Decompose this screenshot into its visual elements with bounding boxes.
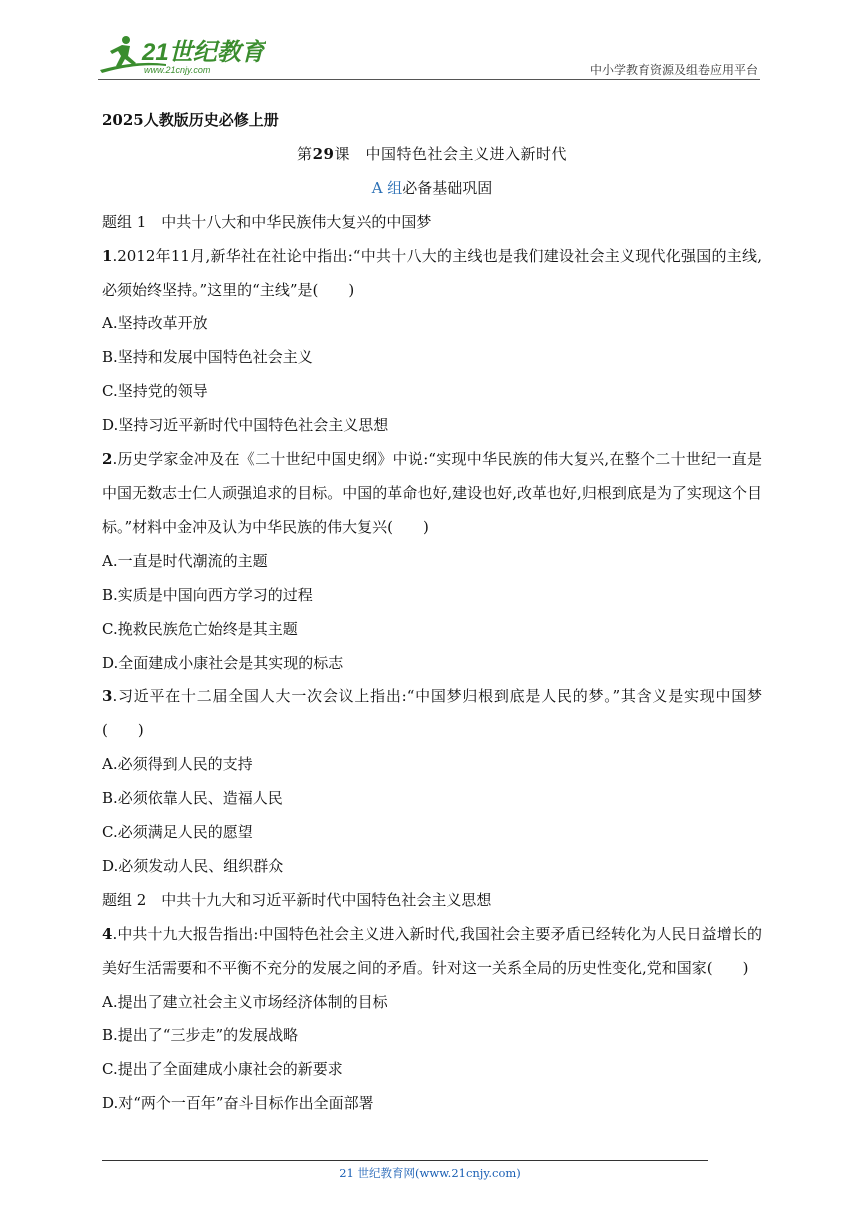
option-b: B.提出了“三步走”的发展战略 bbox=[102, 1026, 299, 1045]
header-divider bbox=[98, 79, 760, 80]
option-c: C.坚持党的领导 bbox=[102, 382, 208, 401]
topic-heading: 题组 1 中共十八大和中华民族伟大复兴的中国梦 bbox=[102, 212, 432, 231]
site-logo bbox=[96, 30, 266, 78]
option-d: D.必须发动人民、组织群众 bbox=[102, 856, 284, 875]
option-b: B.必须依靠人民、造福人民 bbox=[102, 789, 283, 808]
question-text: .2012年11月,新华社在社论中指出:“中共十八大的主线也是我们建设社会主义现代化强国的主线,必须始终坚持。”这里的“主线”是( ) bbox=[102, 246, 762, 299]
option-c: C.必须满足人民的愿望 bbox=[102, 823, 253, 842]
group-letter: A 组 bbox=[371, 178, 403, 197]
group-heading bbox=[102, 172, 762, 206]
lesson-title bbox=[102, 138, 762, 172]
question-number: 3 bbox=[102, 687, 113, 706]
option-d: D.对“两个一百年”奋斗目标作出全面部署 bbox=[102, 1094, 374, 1113]
question-number: 1 bbox=[102, 246, 113, 265]
option-a: A.必须得到人民的支持 bbox=[102, 755, 253, 774]
question-stem bbox=[102, 680, 762, 748]
option-b: B.坚持和发展中国特色社会主义 bbox=[102, 348, 313, 367]
footer-divider bbox=[102, 1160, 708, 1161]
question-number: 2 bbox=[102, 450, 113, 469]
document-body bbox=[102, 104, 762, 1121]
question-stem bbox=[102, 918, 762, 986]
page-header bbox=[96, 30, 760, 82]
option-d: D.坚持习近平新时代中国特色社会主义思想 bbox=[102, 416, 389, 435]
option-d: D.全面建成小康社会是其实现的标志 bbox=[102, 653, 344, 672]
option-a: A.一直是时代潮流的主题 bbox=[102, 551, 268, 570]
option-b: B.实质是中国向西方学习的过程 bbox=[102, 585, 313, 604]
question-text: .习近平在十二届全国人大一次会议上指出:“中国梦归根到底是人民的梦。”其含义是实现中国梦( ) bbox=[102, 687, 762, 740]
option-a: A.坚持改革开放 bbox=[102, 314, 208, 333]
question-number: 4 bbox=[102, 924, 113, 943]
lesson-prefix: 第 bbox=[297, 144, 313, 163]
option-c: C.提出了全面建成小康社会的新要求 bbox=[102, 1060, 343, 1079]
question-stem bbox=[102, 443, 762, 545]
topic-heading: 题组 2 中共十九大和习近平新时代中国特色社会主义思想 bbox=[102, 890, 492, 909]
option-a: A.提出了建立社会主义市场经济体制的目标 bbox=[102, 992, 388, 1011]
page-footer[interactable]: 21 世纪教育网(www.21cnjy.com) bbox=[339, 1166, 521, 1180]
question-text: .历史学家金冲及在《二十世纪中国史纲》中说:“实现中华民族的伟大复兴,在整个二十世纪一直是中国无数志士仁人顽强追求的目标。中国的革命也好,建设也好,改革也好,归根到底是为了实现这个目标。”材料中金冲及认为中华民族的伟大复兴( ) bbox=[102, 450, 762, 536]
question-text: .中共十九大报告指出:中国特色社会主义进入新时代,我国社会主要矛盾已经转化为人民日益增长的美好生活需要和不平衡不充分的发展之间的矛盾。针对这一关系全局的历史性变化,党和国家( ) bbox=[102, 924, 762, 977]
lesson-name: 课 中国特色社会主义进入新时代 bbox=[334, 144, 567, 163]
lesson-number: 29 bbox=[312, 144, 335, 163]
group-name: 必备基础巩固 bbox=[402, 178, 493, 197]
logo-url: www.21cnjy.com bbox=[144, 65, 211, 75]
option-c: C.挽救民族危亡始终是其主题 bbox=[102, 619, 298, 638]
logo-wordmark: 21世纪教育 bbox=[142, 39, 265, 66]
book-title: 2025人教版历史必修上册 bbox=[102, 111, 279, 129]
header-tagline: 中小学教育资源及组卷应用平台 bbox=[589, 63, 758, 77]
question-stem bbox=[102, 240, 762, 308]
